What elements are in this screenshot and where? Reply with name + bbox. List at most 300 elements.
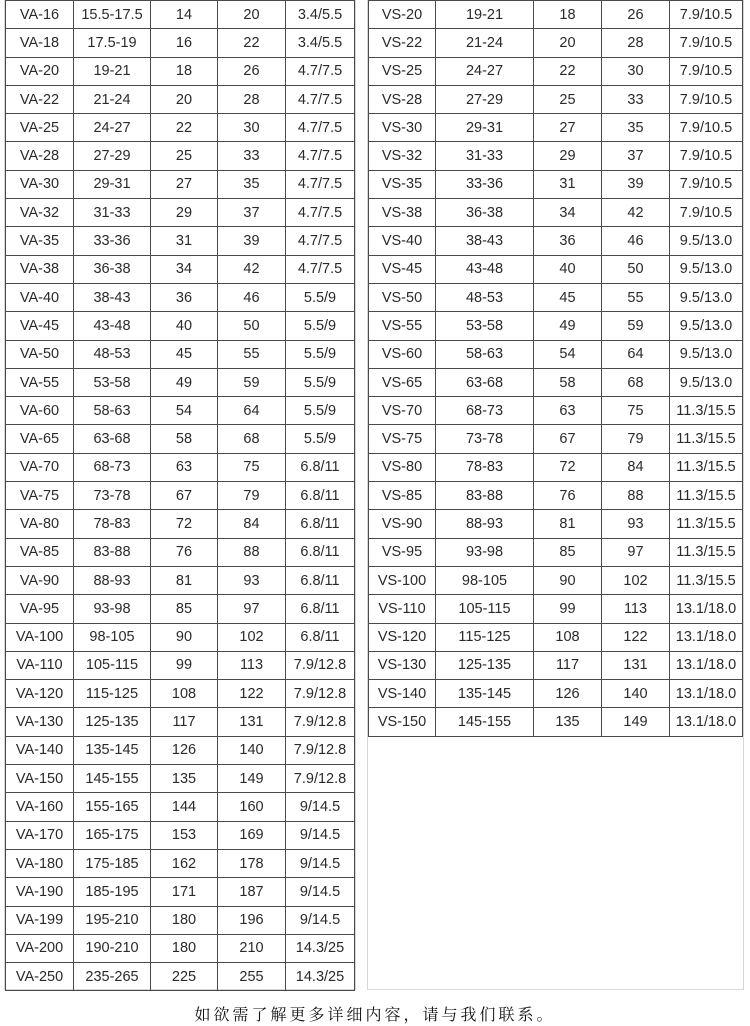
min-cell: 85	[534, 538, 602, 566]
range-cell: 31-33	[74, 199, 151, 227]
min-cell: 45	[534, 283, 602, 311]
min-cell: 135	[534, 708, 602, 736]
width-cell: 7.9/12.8	[286, 708, 355, 736]
max-cell: 122	[218, 680, 286, 708]
vs-series-spec-table	[368, 0, 743, 737]
width-cell: 14.3/25	[286, 934, 355, 962]
table-row	[6, 170, 355, 198]
table-row	[369, 623, 743, 651]
table-row	[369, 482, 743, 510]
table-row	[369, 85, 743, 113]
model-cell: VA-65	[6, 425, 74, 453]
table-row	[369, 651, 743, 679]
width-cell: 5.5/9	[286, 340, 355, 368]
max-cell: 26	[218, 57, 286, 85]
max-cell: 64	[602, 340, 670, 368]
width-cell: 11.3/15.5	[670, 510, 743, 538]
width-cell: 13.1/18.0	[670, 680, 743, 708]
max-cell: 68	[602, 368, 670, 396]
table-row	[6, 312, 355, 340]
model-cell: VS-85	[369, 482, 436, 510]
range-cell: 21-24	[436, 29, 534, 57]
range-cell: 105-115	[436, 595, 534, 623]
max-cell: 39	[602, 170, 670, 198]
max-cell: 160	[218, 793, 286, 821]
model-cell: VA-18	[6, 29, 74, 57]
min-cell: 49	[534, 312, 602, 340]
model-cell: VA-140	[6, 736, 74, 764]
min-cell: 49	[151, 368, 218, 396]
table-row	[6, 849, 355, 877]
min-cell: 34	[151, 255, 218, 283]
model-cell: VS-140	[369, 680, 436, 708]
range-cell: 24-27	[436, 57, 534, 85]
min-cell: 58	[534, 368, 602, 396]
model-cell: VA-200	[6, 934, 74, 962]
width-cell: 4.7/7.5	[286, 170, 355, 198]
range-cell: 36-38	[436, 199, 534, 227]
range-cell: 115-125	[436, 623, 534, 651]
table-row	[369, 425, 743, 453]
model-cell: VS-40	[369, 227, 436, 255]
table-row	[6, 765, 355, 793]
table-row	[6, 963, 355, 991]
table-row	[369, 708, 743, 736]
max-cell: 97	[602, 538, 670, 566]
width-cell: 3.4/5.5	[286, 29, 355, 57]
range-cell: 135-145	[436, 680, 534, 708]
model-cell: VS-32	[369, 142, 436, 170]
max-cell: 28	[602, 29, 670, 57]
table-row	[369, 510, 743, 538]
min-cell: 54	[534, 340, 602, 368]
range-cell: 68-73	[74, 453, 151, 481]
table-row	[6, 793, 355, 821]
range-cell: 36-38	[74, 255, 151, 283]
table-row	[369, 170, 743, 198]
range-cell: 15.5-17.5	[74, 1, 151, 29]
range-cell: 48-53	[74, 340, 151, 368]
table-row	[6, 142, 355, 170]
max-cell: 55	[602, 283, 670, 311]
min-cell: 126	[151, 736, 218, 764]
min-cell: 180	[151, 934, 218, 962]
min-cell: 22	[534, 57, 602, 85]
width-cell: 9.5/13.0	[670, 255, 743, 283]
model-cell: VS-30	[369, 114, 436, 142]
max-cell: 46	[602, 227, 670, 255]
width-cell: 9/14.5	[286, 849, 355, 877]
range-cell: 185-195	[74, 878, 151, 906]
width-cell: 11.3/15.5	[670, 453, 743, 481]
model-cell: VA-75	[6, 482, 74, 510]
model-cell: VA-85	[6, 538, 74, 566]
min-cell: 162	[151, 849, 218, 877]
model-cell: VS-22	[369, 29, 436, 57]
model-cell: VA-250	[6, 963, 74, 991]
range-cell: 93-98	[74, 595, 151, 623]
model-cell: VS-38	[369, 199, 436, 227]
min-cell: 18	[151, 57, 218, 85]
max-cell: 64	[218, 397, 286, 425]
range-cell: 88-93	[74, 566, 151, 594]
max-cell: 210	[218, 934, 286, 962]
max-cell: 37	[218, 199, 286, 227]
table-row	[369, 199, 743, 227]
table-row	[369, 397, 743, 425]
range-cell: 83-88	[436, 482, 534, 510]
width-cell: 7.9/12.8	[286, 765, 355, 793]
max-cell: 50	[218, 312, 286, 340]
model-cell: VA-199	[6, 906, 74, 934]
width-cell: 7.9/10.5	[670, 114, 743, 142]
range-cell: 83-88	[74, 538, 151, 566]
model-cell: VA-70	[6, 453, 74, 481]
table-row	[6, 453, 355, 481]
model-cell: VA-40	[6, 283, 74, 311]
min-cell: 31	[151, 227, 218, 255]
table-row	[6, 708, 355, 736]
min-cell: 22	[151, 114, 218, 142]
range-cell: 53-58	[74, 368, 151, 396]
contact-note: 如欲需了解更多详细内容，请与我们联系。	[194, 1005, 556, 1024]
width-cell: 6.8/11	[286, 595, 355, 623]
width-cell: 6.8/11	[286, 538, 355, 566]
range-cell: 63-68	[74, 425, 151, 453]
table-row	[6, 736, 355, 764]
range-cell: 98-105	[436, 566, 534, 594]
min-cell: 171	[151, 878, 218, 906]
range-cell: 88-93	[436, 510, 534, 538]
range-cell: 125-135	[74, 708, 151, 736]
max-cell: 131	[218, 708, 286, 736]
table-row	[6, 255, 355, 283]
width-cell: 4.7/7.5	[286, 57, 355, 85]
table-row	[6, 482, 355, 510]
model-cell: VS-20	[369, 1, 436, 29]
max-cell: 113	[218, 651, 286, 679]
model-cell: VA-38	[6, 255, 74, 283]
max-cell: 37	[602, 142, 670, 170]
range-cell: 73-78	[436, 425, 534, 453]
max-cell: 59	[218, 368, 286, 396]
max-cell: 75	[218, 453, 286, 481]
max-cell: 93	[602, 510, 670, 538]
max-cell: 20	[218, 1, 286, 29]
model-cell: VA-30	[6, 170, 74, 198]
min-cell: 153	[151, 821, 218, 849]
min-cell: 25	[534, 85, 602, 113]
range-cell: 93-98	[436, 538, 534, 566]
max-cell: 59	[602, 312, 670, 340]
min-cell: 31	[534, 170, 602, 198]
min-cell: 81	[534, 510, 602, 538]
width-cell: 7.9/10.5	[670, 57, 743, 85]
range-cell: 33-36	[436, 170, 534, 198]
table-row	[6, 651, 355, 679]
model-cell: VS-110	[369, 595, 436, 623]
min-cell: 90	[534, 566, 602, 594]
model-cell: VA-120	[6, 680, 74, 708]
max-cell: 122	[602, 623, 670, 651]
max-cell: 39	[218, 227, 286, 255]
width-cell: 9.5/13.0	[670, 227, 743, 255]
range-cell: 31-33	[436, 142, 534, 170]
model-cell: VA-110	[6, 651, 74, 679]
range-cell: 17.5-19	[74, 29, 151, 57]
range-cell: 43-48	[74, 312, 151, 340]
width-cell: 4.7/7.5	[286, 227, 355, 255]
min-cell: 29	[534, 142, 602, 170]
table-row	[369, 312, 743, 340]
max-cell: 28	[218, 85, 286, 113]
range-cell: 73-78	[74, 482, 151, 510]
model-cell: VA-170	[6, 821, 74, 849]
width-cell: 7.9/12.8	[286, 736, 355, 764]
min-cell: 25	[151, 142, 218, 170]
model-cell: VA-35	[6, 227, 74, 255]
width-cell: 4.7/7.5	[286, 199, 355, 227]
min-cell: 72	[151, 510, 218, 538]
table-row	[6, 199, 355, 227]
max-cell: 22	[218, 29, 286, 57]
table-row	[6, 29, 355, 57]
max-cell: 88	[218, 538, 286, 566]
table-row	[369, 368, 743, 396]
max-cell: 35	[602, 114, 670, 142]
min-cell: 99	[534, 595, 602, 623]
max-cell: 42	[602, 199, 670, 227]
range-cell: 155-165	[74, 793, 151, 821]
table-row	[6, 114, 355, 142]
range-cell: 29-31	[74, 170, 151, 198]
min-cell: 81	[151, 566, 218, 594]
range-cell: 58-63	[436, 340, 534, 368]
width-cell: 6.8/11	[286, 623, 355, 651]
model-cell: VS-100	[369, 566, 436, 594]
range-cell: 175-185	[74, 849, 151, 877]
table-row	[6, 566, 355, 594]
min-cell: 36	[151, 283, 218, 311]
range-cell: 29-31	[436, 114, 534, 142]
max-cell: 26	[602, 1, 670, 29]
min-cell: 72	[534, 453, 602, 481]
max-cell: 55	[218, 340, 286, 368]
width-cell: 9/14.5	[286, 793, 355, 821]
table-row	[6, 595, 355, 623]
table-row	[6, 368, 355, 396]
table-row	[369, 595, 743, 623]
min-cell: 180	[151, 906, 218, 934]
max-cell: 46	[218, 283, 286, 311]
width-cell: 7.9/10.5	[670, 85, 743, 113]
width-cell: 13.1/18.0	[670, 623, 743, 651]
width-cell: 9.5/13.0	[670, 312, 743, 340]
min-cell: 117	[534, 651, 602, 679]
min-cell: 16	[151, 29, 218, 57]
model-cell: VA-150	[6, 765, 74, 793]
range-cell: 63-68	[436, 368, 534, 396]
table-row	[6, 878, 355, 906]
width-cell: 7.9/10.5	[670, 170, 743, 198]
table-row	[6, 906, 355, 934]
width-cell: 5.5/9	[286, 368, 355, 396]
model-cell: VS-130	[369, 651, 436, 679]
min-cell: 99	[151, 651, 218, 679]
min-cell: 27	[534, 114, 602, 142]
max-cell: 68	[218, 425, 286, 453]
max-cell: 79	[218, 482, 286, 510]
min-cell: 76	[534, 482, 602, 510]
min-cell: 225	[151, 963, 218, 991]
range-cell: 145-155	[74, 765, 151, 793]
model-cell: VS-120	[369, 623, 436, 651]
width-cell: 7.9/12.8	[286, 651, 355, 679]
max-cell: 149	[218, 765, 286, 793]
width-cell: 11.3/15.5	[670, 425, 743, 453]
range-cell: 38-43	[436, 227, 534, 255]
width-cell: 7.9/10.5	[670, 29, 743, 57]
min-cell: 85	[151, 595, 218, 623]
table-row	[369, 453, 743, 481]
max-cell: 93	[218, 566, 286, 594]
width-cell: 9.5/13.0	[670, 368, 743, 396]
max-cell: 84	[218, 510, 286, 538]
range-cell: 105-115	[74, 651, 151, 679]
width-cell: 9/14.5	[286, 906, 355, 934]
model-cell: VA-22	[6, 85, 74, 113]
model-cell: VA-80	[6, 510, 74, 538]
min-cell: 67	[534, 425, 602, 453]
model-cell: VS-65	[369, 368, 436, 396]
max-cell: 187	[218, 878, 286, 906]
width-cell: 6.8/11	[286, 510, 355, 538]
max-cell: 84	[602, 453, 670, 481]
min-cell: 58	[151, 425, 218, 453]
model-cell: VS-60	[369, 340, 436, 368]
range-cell: 43-48	[436, 255, 534, 283]
range-cell: 165-175	[74, 821, 151, 849]
max-cell: 42	[218, 255, 286, 283]
model-cell: VS-70	[369, 397, 436, 425]
range-cell: 98-105	[74, 623, 151, 651]
model-cell: VA-32	[6, 199, 74, 227]
table-row	[369, 142, 743, 170]
model-cell: VS-50	[369, 283, 436, 311]
min-cell: 63	[534, 397, 602, 425]
min-cell: 108	[534, 623, 602, 651]
range-cell: 38-43	[74, 283, 151, 311]
range-cell: 24-27	[74, 114, 151, 142]
range-cell: 53-58	[436, 312, 534, 340]
width-cell: 6.8/11	[286, 453, 355, 481]
table-row	[6, 538, 355, 566]
model-cell: VA-100	[6, 623, 74, 651]
max-cell: 169	[218, 821, 286, 849]
range-cell: 78-83	[74, 510, 151, 538]
width-cell: 7.9/10.5	[670, 142, 743, 170]
table-row	[369, 255, 743, 283]
model-cell: VS-80	[369, 453, 436, 481]
table-row	[6, 510, 355, 538]
width-cell: 5.5/9	[286, 425, 355, 453]
model-cell: VS-55	[369, 312, 436, 340]
max-cell: 140	[602, 680, 670, 708]
width-cell: 6.8/11	[286, 482, 355, 510]
width-cell: 5.5/9	[286, 397, 355, 425]
table-row	[6, 1, 355, 29]
max-cell: 88	[602, 482, 670, 510]
min-cell: 54	[151, 397, 218, 425]
table-row	[6, 85, 355, 113]
table-row	[6, 623, 355, 651]
width-cell: 11.3/15.5	[670, 566, 743, 594]
range-cell: 19-21	[74, 57, 151, 85]
range-cell: 27-29	[74, 142, 151, 170]
max-cell: 140	[218, 736, 286, 764]
max-cell: 102	[218, 623, 286, 651]
min-cell: 63	[151, 453, 218, 481]
max-cell: 255	[218, 963, 286, 991]
max-cell: 50	[602, 255, 670, 283]
model-cell: VS-150	[369, 708, 436, 736]
model-cell: VS-25	[369, 57, 436, 85]
table-row	[369, 538, 743, 566]
range-cell: 115-125	[74, 680, 151, 708]
min-cell: 14	[151, 1, 218, 29]
range-cell: 195-210	[74, 906, 151, 934]
range-cell: 145-155	[436, 708, 534, 736]
min-cell: 20	[151, 85, 218, 113]
min-cell: 135	[151, 765, 218, 793]
width-cell: 13.1/18.0	[670, 651, 743, 679]
table-row	[369, 340, 743, 368]
max-cell: 131	[602, 651, 670, 679]
width-cell: 5.5/9	[286, 283, 355, 311]
width-cell: 9.5/13.0	[670, 283, 743, 311]
max-cell: 196	[218, 906, 286, 934]
range-cell: 78-83	[436, 453, 534, 481]
model-cell: VS-35	[369, 170, 436, 198]
model-cell: VA-130	[6, 708, 74, 736]
width-cell: 4.7/7.5	[286, 142, 355, 170]
range-cell: 19-21	[436, 1, 534, 29]
min-cell: 76	[151, 538, 218, 566]
model-cell: VA-20	[6, 57, 74, 85]
table-row	[369, 283, 743, 311]
table-row	[6, 934, 355, 962]
min-cell: 34	[534, 199, 602, 227]
width-cell: 11.3/15.5	[670, 538, 743, 566]
table-row	[369, 680, 743, 708]
min-cell: 27	[151, 170, 218, 198]
model-cell: VS-28	[369, 85, 436, 113]
model-cell: VA-90	[6, 566, 74, 594]
range-cell: 21-24	[74, 85, 151, 113]
width-cell: 7.9/10.5	[670, 199, 743, 227]
range-cell: 235-265	[74, 963, 151, 991]
width-cell: 11.3/15.5	[670, 397, 743, 425]
max-cell: 30	[602, 57, 670, 85]
min-cell: 29	[151, 199, 218, 227]
min-cell: 144	[151, 793, 218, 821]
max-cell: 149	[602, 708, 670, 736]
min-cell: 126	[534, 680, 602, 708]
table-row	[369, 114, 743, 142]
width-cell: 13.1/18.0	[670, 595, 743, 623]
range-cell: 68-73	[436, 397, 534, 425]
max-cell: 33	[602, 85, 670, 113]
